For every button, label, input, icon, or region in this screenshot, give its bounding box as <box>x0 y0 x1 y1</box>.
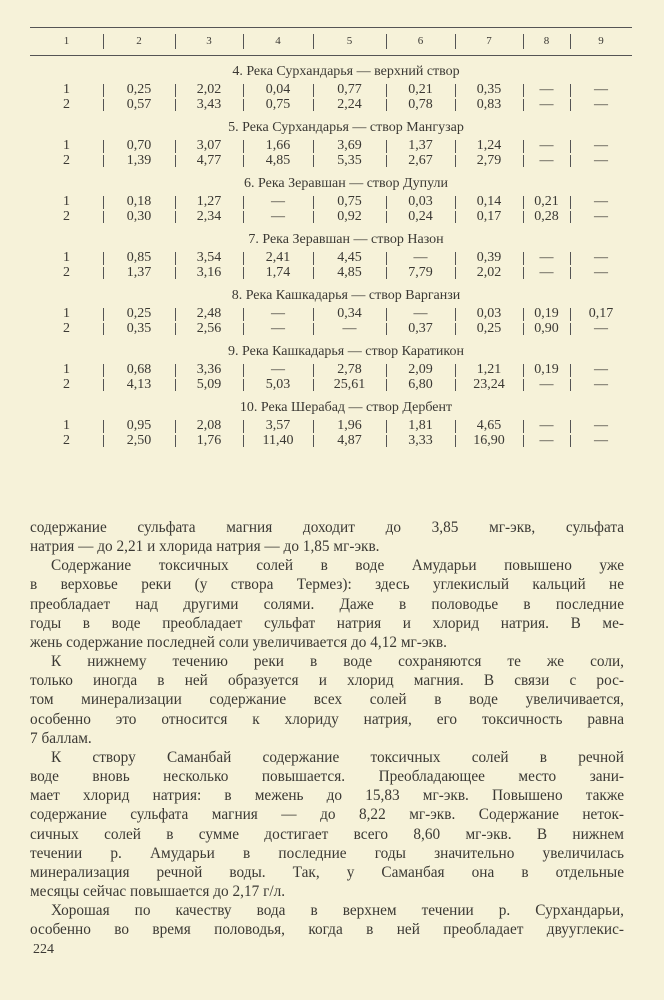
table-cell: 2,78 <box>313 363 386 378</box>
text-line: течении р. Амударьи в последние годы значительно увеличилась <box>30 844 624 862</box>
column-header-2: 2 <box>103 28 175 55</box>
text-line: сичных солей в сумме достигает всего 8,60 мг-экв. В нижнем <box>30 825 624 843</box>
table-section <box>30 61 632 112</box>
table-cell: 0,92 <box>313 210 386 225</box>
table-cell: 0,35 <box>103 322 175 337</box>
table-cell: — <box>523 378 570 393</box>
table-cell: 1 <box>63 82 70 97</box>
table-cell: 5,09 <box>175 378 243 393</box>
table-section <box>30 117 632 168</box>
table-cell: 0,24 <box>386 210 455 225</box>
text-line: К створу Саманбай содержание токсичных солей в речной <box>51 748 624 766</box>
table-cell: 4,13 <box>103 378 175 393</box>
column-header-8: 8 <box>523 28 570 55</box>
paragraph <box>30 748 624 901</box>
table-cell: 1,96 <box>313 419 386 434</box>
table-cell: — <box>313 322 386 337</box>
table-row <box>30 195 632 210</box>
data-table <box>30 27 632 451</box>
table-cell: — <box>570 251 632 266</box>
table-cell: 3,16 <box>175 266 243 281</box>
text-line: Хорошая по качеству вода в верхнем течении р. Сурхандарьи, <box>51 902 624 920</box>
text-line: только иногда в ней образуется и хлорид магния. В связи с рос- <box>30 672 624 690</box>
table-cell: 1,76 <box>175 434 243 449</box>
paragraph <box>30 556 624 652</box>
table-cell: 23,24 <box>455 378 523 393</box>
text-line: минерализация речной воды. Так, у Саманбая она в отдельные <box>30 863 624 881</box>
table-cell: 0,90 <box>523 322 570 337</box>
table-cell: 4,85 <box>313 266 386 281</box>
table-cell: — <box>386 307 455 322</box>
table-cell: 0,35 <box>455 83 523 98</box>
table-header-row <box>30 28 632 55</box>
table-cell: 1,24 <box>455 139 523 154</box>
table-header-rule <box>30 55 632 56</box>
table-cell: — <box>570 154 632 169</box>
table-cell: 1 <box>63 306 70 321</box>
table-cell: 6,80 <box>386 378 455 393</box>
table-cell: 2,56 <box>175 322 243 337</box>
table-cell: 1,37 <box>386 139 455 154</box>
text-line: содержание сульфата магния доходит до 3,85 мг-экв, сульфата <box>30 519 624 536</box>
body-text <box>30 518 624 939</box>
table-cell: — <box>570 363 632 378</box>
column-header-3: 3 <box>175 28 243 55</box>
section-title: 10. Река Шерабад — створ Дербент <box>239 400 453 415</box>
table-cell: 0,03 <box>386 195 455 210</box>
table-cell: 0,78 <box>386 98 455 113</box>
table-cell: — <box>243 307 313 322</box>
table-cell: 1 <box>63 194 70 209</box>
table-row <box>30 266 632 281</box>
table-cell: 2,48 <box>175 307 243 322</box>
table-cell: 2,67 <box>386 154 455 169</box>
table-cell: — <box>570 195 632 210</box>
table-cell: 2,09 <box>386 363 455 378</box>
text-line: месяцы сейчас повышается до 2,17 г/л. <box>30 882 286 900</box>
table-cell: — <box>570 419 632 434</box>
table-cell: — <box>570 266 632 281</box>
text-line: Содержание токсичных солей в воде Амударьи повышено уже <box>51 557 624 575</box>
table-cell: 1,21 <box>455 363 523 378</box>
table-cell: 0,19 <box>523 363 570 378</box>
table-cell: 2 <box>63 376 70 392</box>
table-cell: 0,17 <box>455 210 523 225</box>
table-row <box>30 251 632 266</box>
table-cell: — <box>523 98 570 113</box>
table-cell: — <box>570 434 632 449</box>
table-cell: 0,85 <box>103 251 175 266</box>
column-header-1: 1 <box>63 35 70 47</box>
table-cell: 0,95 <box>103 419 175 434</box>
table-row <box>30 139 632 154</box>
table-cell: 0,28 <box>523 210 570 225</box>
table-row <box>30 322 632 337</box>
table-cell: 0,14 <box>455 195 523 210</box>
table-cell: 0,77 <box>313 83 386 98</box>
table-section <box>30 397 632 448</box>
table-cell: 0,17 <box>570 307 632 322</box>
table-cell: 0,68 <box>103 363 175 378</box>
table-cell: 0,21 <box>523 195 570 210</box>
table-cell: 0,19 <box>523 307 570 322</box>
table-cell: 1 <box>63 362 70 377</box>
table-cell: 1 <box>63 138 70 153</box>
table-cell: 0,83 <box>455 98 523 113</box>
table-cell: 2 <box>63 432 70 448</box>
table-cell: 1 <box>63 418 70 433</box>
table-cell: 2,08 <box>175 419 243 434</box>
table-cell: 2,79 <box>455 154 523 169</box>
table-cell: 0,34 <box>313 307 386 322</box>
paragraph <box>30 652 624 748</box>
table-section <box>30 173 632 224</box>
section-title: 6. Река Зеравшан — створ Дупули <box>244 176 448 191</box>
table-cell: 1,66 <box>243 139 313 154</box>
table-row <box>30 363 632 378</box>
table-cell: 5,03 <box>243 378 313 393</box>
table-section <box>30 229 632 280</box>
section-title: 9. Река Кашкадарья — створ Каратикон <box>228 344 464 359</box>
table-cell: 0,21 <box>386 83 455 98</box>
text-line: мает хлорид натрия: в межень до 15,83 мг-экв. Повышено также <box>30 787 624 805</box>
table-cell: 25,61 <box>313 378 386 393</box>
table-cell: 3,43 <box>175 98 243 113</box>
text-line: 7 баллам. <box>30 729 92 747</box>
table-row <box>30 83 632 98</box>
table-cell: 0,30 <box>103 210 175 225</box>
table-cell: 5,35 <box>313 154 386 169</box>
table-cell: — <box>523 419 570 434</box>
table-section <box>30 285 632 336</box>
table-cell: 2,02 <box>455 266 523 281</box>
table-cell: — <box>523 139 570 154</box>
table-cell: 0,03 <box>455 307 523 322</box>
table-cell: 3,57 <box>243 419 313 434</box>
table-row <box>30 419 632 434</box>
section-title: 8. Река Кашкадарья — створ Варганзи <box>231 288 461 303</box>
table-cell: 2 <box>63 152 70 168</box>
text-line: преобладает над другими солями. Даже в половодье в последние <box>30 595 624 613</box>
table-cell: 1,37 <box>103 266 175 281</box>
table-row <box>30 154 632 169</box>
table-cell: 2 <box>63 96 70 112</box>
table-cell: 1,74 <box>243 266 313 281</box>
text-line: годы в воде преобладает сульфат натрия и хлорид натрия. В ме- <box>30 614 624 632</box>
column-header-7: 7 <box>455 28 523 55</box>
table-cell: 2 <box>63 320 70 336</box>
table-row <box>30 378 632 393</box>
table-cell: — <box>570 210 632 225</box>
table-cell: 0,04 <box>243 83 313 98</box>
table-cell: 4,45 <box>313 251 386 266</box>
table-cell: 0,18 <box>103 195 175 210</box>
table-cell: 11,40 <box>243 434 313 449</box>
table-cell: 16,90 <box>455 434 523 449</box>
text-line: содержание сульфата магния — до 8,22 мг-экв. Содержание неток- <box>30 806 624 824</box>
table-cell: 1,27 <box>175 195 243 210</box>
text-line: в верховье реки (у створа Термез): здесь углекислый кальций не <box>30 576 624 594</box>
table-cell: 3,07 <box>175 139 243 154</box>
table-cell: 3,54 <box>175 251 243 266</box>
table-cell: 3,36 <box>175 363 243 378</box>
text-line: жень содержание последней соли увеличивается до 4,12 мг-экв. <box>30 633 447 651</box>
section-title: 4. Река Сурхандарья — верхний створ <box>232 64 460 79</box>
table-cell: — <box>243 195 313 210</box>
table-row <box>30 98 632 113</box>
text-line: особенно во время половодья, когда в ней преобладает двууглекис- <box>30 921 624 939</box>
table-cell: — <box>523 434 570 449</box>
table-cell: 2 <box>63 264 70 280</box>
table-cell: 2,50 <box>103 434 175 449</box>
table-row <box>30 210 632 225</box>
table-body <box>30 61 632 448</box>
table-cell: 0,25 <box>103 83 175 98</box>
table-cell: — <box>570 98 632 113</box>
table-cell: — <box>243 363 313 378</box>
table-cell: — <box>570 139 632 154</box>
table-cell: 1,81 <box>386 419 455 434</box>
table-cell: — <box>570 378 632 393</box>
table-cell: 0,75 <box>243 98 313 113</box>
table-cell: 3,33 <box>386 434 455 449</box>
section-title: 7. Река Зеравшан — створ Назон <box>248 232 444 247</box>
column-header-5: 5 <box>313 28 386 55</box>
table-cell: 3,69 <box>313 139 386 154</box>
table-cell: 2,41 <box>243 251 313 266</box>
paragraph <box>30 901 624 939</box>
table-cell: 2,24 <box>313 98 386 113</box>
column-header-9: 9 <box>570 28 632 55</box>
page-number: 224 <box>33 942 54 957</box>
table-cell: — <box>523 266 570 281</box>
table-cell: — <box>243 210 313 225</box>
table-cell: 7,79 <box>386 266 455 281</box>
table-cell: 2,02 <box>175 83 243 98</box>
paragraph <box>30 518 624 556</box>
text-line: К нижнему течению реки в воде сохраняются те же соли, <box>51 653 624 671</box>
table-cell: 0,39 <box>455 251 523 266</box>
table-cell: — <box>523 154 570 169</box>
table-cell: 4,65 <box>455 419 523 434</box>
table-cell: 0,37 <box>386 322 455 337</box>
table-cell: 0,75 <box>313 195 386 210</box>
table-row <box>30 307 632 322</box>
table-cell: 0,70 <box>103 139 175 154</box>
table-cell: 1 <box>63 250 70 265</box>
table-cell: 4,87 <box>313 434 386 449</box>
text-line: том минерализации содержание всех солей в воде увеличивается, <box>30 691 624 709</box>
table-cell: — <box>570 322 632 337</box>
table-cell: 4,85 <box>243 154 313 169</box>
text-line: воде вновь несколько повышается. Преобладающее место зани- <box>30 768 624 786</box>
table-cell: — <box>523 83 570 98</box>
table-cell: 0,57 <box>103 98 175 113</box>
table-cell: — <box>570 83 632 98</box>
table-cell: — <box>243 322 313 337</box>
section-title: 5. Река Сурхандарья — створ Мангузар <box>228 120 464 135</box>
text-line: натрия — до 2,21 и хлорида натрия — до 1,85 мг-экв. <box>30 538 380 556</box>
table-cell: 1,39 <box>103 154 175 169</box>
table-section <box>30 341 632 392</box>
column-header-6: 6 <box>386 28 455 55</box>
table-cell: 0,25 <box>103 307 175 322</box>
table-cell: 2 <box>63 208 70 224</box>
table-row <box>30 434 632 449</box>
column-header-4: 4 <box>243 28 313 55</box>
text-line: особенно это относится к хлориду натрия, его токсичность равна <box>30 710 624 728</box>
table-cell: — <box>386 251 455 266</box>
table-cell: — <box>523 251 570 266</box>
table-cell: 2,34 <box>175 210 243 225</box>
table-cell: 4,77 <box>175 154 243 169</box>
table-cell: 0,25 <box>455 322 523 337</box>
